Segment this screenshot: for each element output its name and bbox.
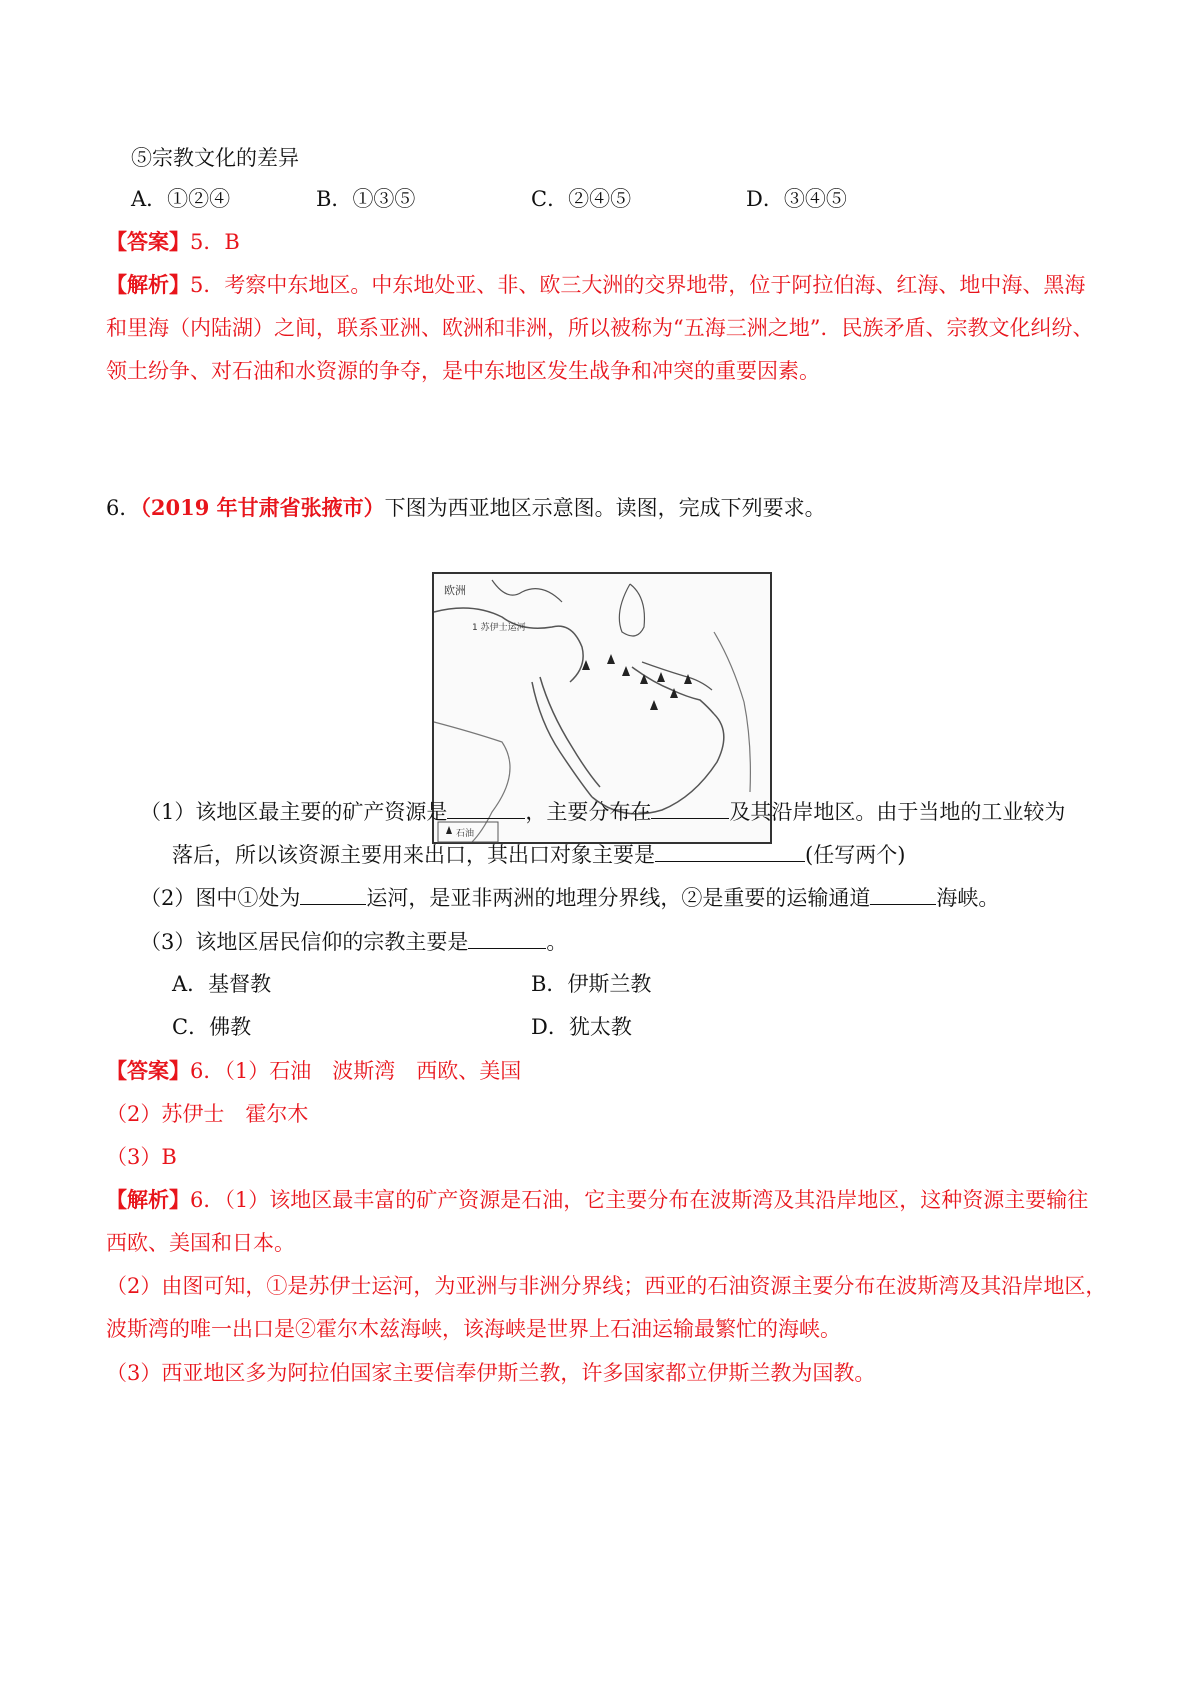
q5-choice-a [131,184,230,214]
answer-tag: 【答案】 [106,229,190,254]
q6-stem [106,493,826,523]
analysis-tag: 【解析】 [106,272,190,297]
question-number: 6． [106,496,141,520]
q6-answer-line-2: （2）苏伊士 霍尔木 [106,1102,309,1126]
answer-tag: 【答案】 [106,1058,190,1083]
q5-analysis-line-3: 领土纷争、对石油和水资源的争夺，是中东地区发生战争和冲突的重要因素。 [106,359,820,383]
q6-sub2 [140,882,999,913]
sub1-text-c: 及其沿岸地区。由于当地的工业较为 [729,800,1066,824]
choice-letter: B． [531,972,568,996]
sub1-text-d: 落后，所以该资源主要用来出口，其出口对象主要是 [172,843,655,867]
q6-answer-line-3: （3）B [106,1145,177,1169]
question-text: 下图为西亚地区示意图。读图，完成下列要求。 [384,496,826,520]
q5-choice-c [531,184,631,214]
q5-option-5: ⑤宗教文化的差异 [131,146,299,170]
choice-text: 伊斯兰教 [567,972,652,996]
sub2-text-c: 海峡。 [936,886,1000,910]
blank-3 [655,839,805,862]
q6-sub3 [140,926,567,957]
choice-letter: B． [316,187,353,211]
answer-text: 6．（1）石油 波斯湾 西欧、美国 [190,1059,522,1083]
choice-letter: C． [531,187,569,211]
q6-choice-c [172,1012,251,1042]
q5-choice-b [316,184,415,214]
choice-letter: A． [172,972,209,996]
choice-text: ①②④ [167,187,231,211]
q6-sub1-line1 [140,796,1065,827]
sub1-text-b: ，主要分布在 [525,800,652,824]
choice-text: 基督教 [208,972,272,996]
map-legend-oil: 石油 [456,829,475,839]
choice-text: ①③⑤ [352,187,416,211]
q6-analysis-line-1 [106,1185,1088,1215]
choice-text: ②④⑤ [568,187,632,211]
sub2-text-a: （2）图中①处为 [140,886,301,910]
question-source: （2019 年甘肃省张掖市） [140,495,385,520]
q6-choice-b [531,969,651,999]
sub3-text-b: 。 [546,930,568,954]
q6-analysis-line-2: 西欧、美国和日本。 [106,1231,295,1255]
q6-choice-d [531,1012,632,1042]
sub2-text-b: 运河，是亚非两洲的地理分界线，②是重要的运输通道 [366,886,871,910]
q5-analysis-line-1 [106,270,1085,300]
q6-sub1-line2 [172,839,905,870]
blank-6 [468,926,546,949]
map-label-strait: 1 苏伊士运河 [472,623,526,633]
q5-answer [106,227,240,257]
q5-choice-d [746,184,847,214]
blank-4 [300,882,366,905]
sub3-text-a: （3）该地区居民信仰的宗教主要是 [140,930,469,954]
analysis-text: 6．（1）该地区最丰富的矿产资源是石油，它主要分布在波斯湾及其沿岸地区，这种资源主要输往 [190,1188,1089,1212]
answer-text: 5．B [190,230,240,254]
map-label-europe: 欧洲 [444,584,466,597]
sub1-text-a: （1）该地区最主要的矿产资源是 [140,800,448,824]
choice-letter: C． [172,1015,210,1039]
analysis-text: 5．考察中东地区。中东地处亚、非、欧三大洲的交界地带，位于阿拉伯海、红海、地中海、黑海 [190,273,1086,297]
q6-analysis-line-3: （2）由图可知，①是苏伊士运河，为亚洲与非洲分界线；西亚的石油资源主要分布在波斯湾及其沿岸地区， [106,1274,1107,1298]
q6-analysis-line-5: （3）西亚地区多为阿拉伯国家主要信奉伊斯兰教，许多国家都立伊斯兰教为国教。 [106,1361,876,1385]
q6-analysis-line-4: 波斯湾的唯一出口是②霍尔木兹海峡，该海峡是世界上石油运输最繁忙的海峡。 [106,1317,841,1341]
blank-2 [651,796,729,819]
analysis-tag: 【解析】 [106,1187,190,1212]
choice-text: 佛教 [209,1015,252,1039]
q6-choice-a [172,969,271,999]
choice-letter: A． [131,187,168,211]
q5-analysis-line-2: 和里海（内陆湖）之间，联系亚洲、欧洲和非洲，所以被称为“五海三洲之地”．民族矛盾、宗教文化纠纷、 [106,316,1094,340]
choice-text: 犹太教 [568,1015,632,1039]
q6-answer-line-1 [106,1056,521,1086]
choice-letter: D． [746,187,784,211]
blank-5 [870,882,936,905]
choice-text: ③④⑤ [783,187,847,211]
choice-letter: D． [531,1015,569,1039]
blank-1 [447,796,525,819]
sub1-text-e: (任写两个) [805,843,906,867]
